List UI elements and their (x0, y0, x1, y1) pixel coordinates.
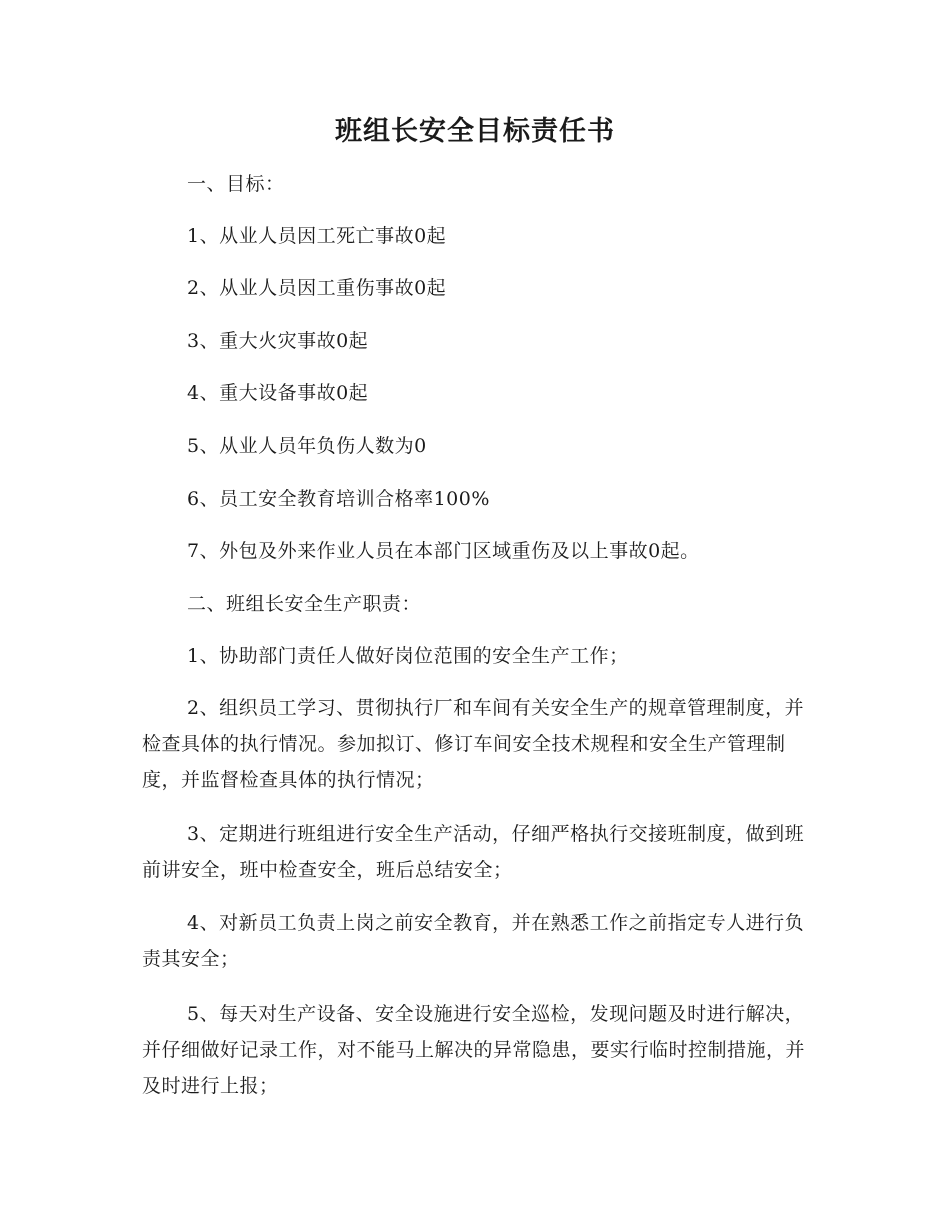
duty-item-4: 4、对新员工负责上岗之前安全教育，并在熟悉工作之前指定专人进行负责其安全； (142, 912, 805, 970)
goal-item-4: 4、重大设备事故0起 (187, 382, 369, 404)
section-heading-goals: 一、目标： (187, 173, 285, 195)
duty-item-2: 2、组织员工学习、贯彻执行厂和车间有关安全生产的规章管理制度，并检查具体的执行情况。参加拟订、修订车间安全技术规程和安全生产管理制度，并监督检查具体的执行情况； (142, 697, 805, 791)
duty-item-3: 3、定期进行班组进行安全生产活动，仔细严格执行交接班制度，做到班前讲安全，班中检查安全，班后总结安全； (142, 823, 805, 881)
goal-item-2: 2、从业人员因工重伤事故0起 (187, 277, 447, 299)
duty-item-1: 1、协助部门责任人做好岗位范围的安全生产工作； (187, 645, 629, 667)
goal-item-7: 7、外包及外来作业人员在本部门区域重伤及以上事故0起。 (187, 540, 700, 562)
goal-item-3: 3、重大火灾事故0起 (187, 330, 369, 352)
duty-item-5: 5、每天对生产设备、安全设施进行安全巡检，发现问题及时进行解决，并仔细做好记录工作，对不能马上解决的异常隐患，要实行临时控制措施，并及时进行上报； (142, 1003, 806, 1097)
goal-item-1: 1、从业人员因工死亡事故0起 (187, 225, 447, 247)
document-title: 班组长安全目标责任书 (335, 116, 615, 147)
goal-item-6: 6、员工安全教育培训合格率100% (187, 488, 490, 510)
section-heading-duties: 二、班组长安全生产职责： (187, 593, 422, 615)
goal-item-5: 5、从业人员年负伤人数为0 (187, 435, 427, 457)
